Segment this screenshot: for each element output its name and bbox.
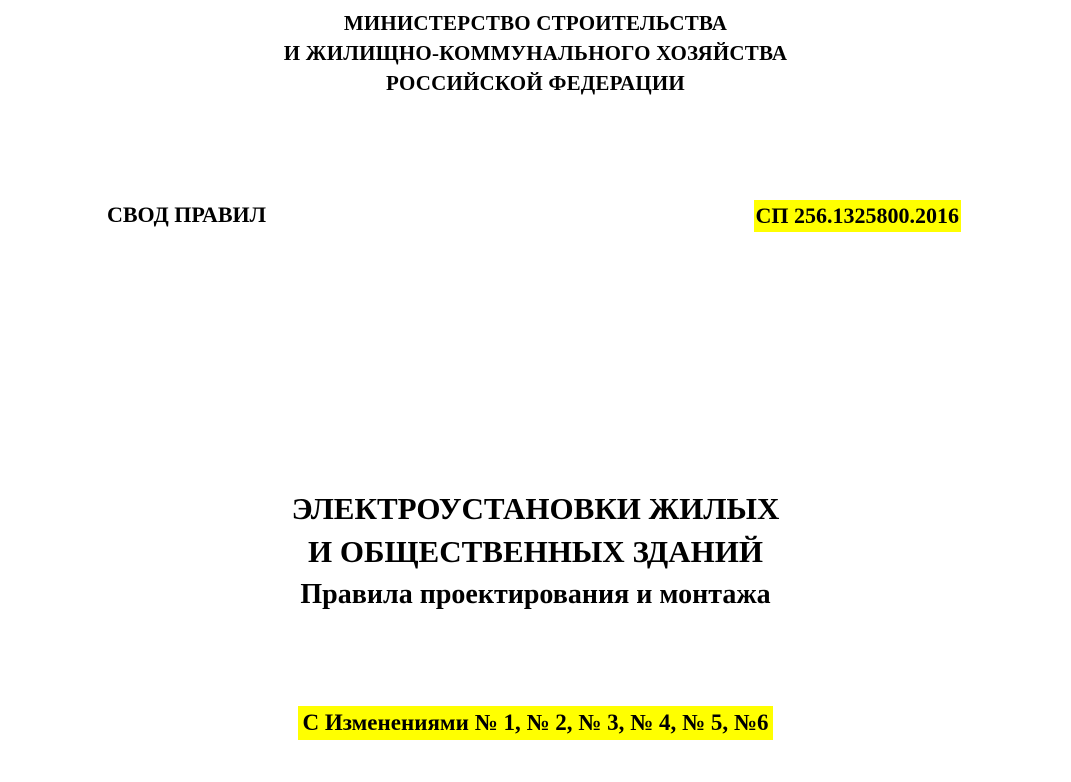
title-subtitle: Правила проектирования и монтажа: [300, 579, 771, 610]
document-code: СП 256.1325800.2016: [754, 200, 962, 232]
amendments-note: С Изменениями № 1, № 2, № 3, № 4, № 5, №6: [298, 706, 772, 740]
ministry-line-3: РОССИЙСКОЙ ФЕДЕРАЦИИ: [386, 71, 685, 95]
amendments-note-wrap: [0, 706, 1071, 740]
document-type-label: СВОД ПРАВИЛ: [107, 202, 267, 227]
ministry-line-2: И ЖИЛИЩНО-КОММУНАЛЬНОГО ХОЗЯЙСТВА: [283, 41, 788, 65]
title-line-1: ЭЛЕКТРОУСТАНОВКИ ЖИЛЫХ: [291, 491, 780, 526]
title-line-2: И ОБЩЕСТВЕННЫХ ЗДАНИЙ: [308, 534, 763, 569]
document-title: [0, 487, 1071, 615]
ministry-header: [0, 8, 1071, 98]
code-row: [0, 200, 1071, 232]
ministry-line-1: МИНИСТЕРСТВО СТРОИТЕЛЬСТВА: [343, 11, 728, 35]
